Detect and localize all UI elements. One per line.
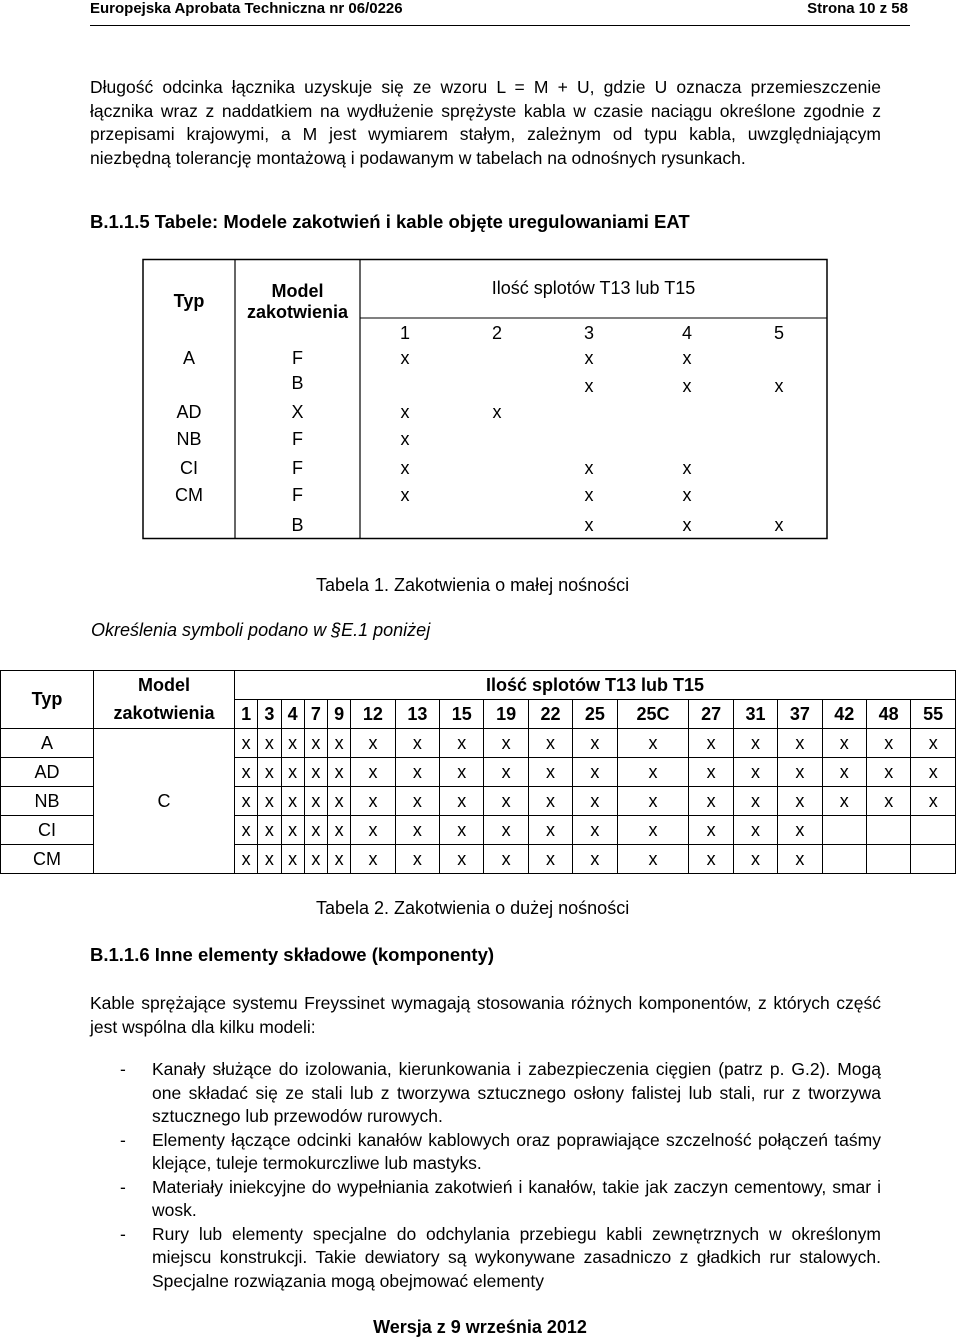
table-2-mark: x bbox=[395, 816, 439, 845]
table-2-mark: x bbox=[440, 787, 484, 816]
section-heading-b116: B.1.1.6 Inne elementy składowe (komponenty) bbox=[90, 944, 495, 965]
table-2-mark: x bbox=[304, 816, 327, 845]
table-1-mark: x bbox=[400, 429, 410, 449]
table-2-mark: x bbox=[528, 729, 572, 758]
table-2-mark bbox=[911, 816, 956, 845]
table-2-mark: x bbox=[778, 729, 822, 758]
table-2-mark: x bbox=[258, 816, 281, 845]
table-2-mark: x bbox=[573, 729, 617, 758]
table-1-strand-count: 5 bbox=[773, 323, 784, 343]
table-2-mark bbox=[822, 816, 866, 845]
table-2-mark: x bbox=[281, 845, 304, 874]
list-dash: - bbox=[120, 1176, 126, 1197]
table-1-col-typ: Typ bbox=[173, 291, 205, 311]
table-2-mark: x bbox=[528, 845, 572, 874]
table-2-strand-count: 55 bbox=[911, 700, 956, 729]
table-2-mark: x bbox=[778, 758, 822, 787]
table-2-caption: Tabela 2. Zakotwienia o dużej nośności bbox=[316, 898, 630, 918]
table-1-mark: x bbox=[492, 402, 502, 422]
table-2-strand-count: 27 bbox=[689, 700, 733, 729]
table-2-mark: x bbox=[617, 758, 689, 787]
footer-version: Wersja z 9 września 2012 bbox=[373, 1317, 587, 1337]
table-2-strand-count: 25C bbox=[617, 700, 689, 729]
table-2-mark: x bbox=[258, 845, 281, 874]
table-2-mark: x bbox=[440, 845, 484, 874]
table-2-mark: x bbox=[440, 758, 484, 787]
components-list-wrap bbox=[90, 1058, 881, 1293]
list-item-text: Materiały iniekcyjne do wypełniania zakotwień i kanałów, takie jak zaczyn cementowy, smar i wosk. bbox=[152, 1176, 881, 1220]
list-dash: - bbox=[120, 1059, 126, 1079]
table-1-model: F bbox=[292, 429, 303, 449]
table-1-model: B bbox=[291, 515, 304, 535]
table-2-col-model-line2: zakotwienia bbox=[94, 700, 235, 729]
table-2-mark: x bbox=[235, 758, 258, 787]
table-1-col-model-line1: Model bbox=[271, 281, 324, 301]
table-2-strand-count: 12 bbox=[351, 700, 395, 729]
list-dash: - bbox=[120, 1129, 126, 1150]
list-dash: - bbox=[120, 1223, 126, 1244]
table-2-mark bbox=[867, 845, 911, 874]
table-2-mark: x bbox=[528, 758, 572, 787]
table-2-mark: x bbox=[778, 816, 822, 845]
table-1-caption: Tabela 1. Zakotwienia o małej nośności bbox=[316, 575, 630, 595]
table-2-mark: x bbox=[778, 787, 822, 816]
table-1-typ: CM bbox=[175, 485, 203, 505]
table-1-col-strands: Ilość splotów T13 lub T15 bbox=[491, 278, 696, 298]
table-1-mark: x bbox=[682, 458, 692, 478]
intro-paragraph: Długość odcinka łącznika uzyskuje się ze wzoru L = M + U, gdzie U oznacza przemieszczenie łącznika wraz z naddatkiem na wydłużenie sprężyste kabla w czasie naciągu określone zgodnie z przepisami krajowymi, a M jest wymiarem stałym, zależnym od typu kabla, uwzględniającym niezbędną tolerancję montażową i podawanym w tabelach na odnośnych rysunkach. bbox=[90, 77, 881, 168]
table-1-model: F bbox=[292, 458, 303, 478]
table-2-mark: x bbox=[328, 845, 351, 874]
table-2-mark: x bbox=[617, 787, 689, 816]
table-2-typ: CM bbox=[1, 845, 94, 874]
table-2-mark: x bbox=[235, 816, 258, 845]
table-1-mark: x bbox=[682, 485, 692, 505]
table-2-col-typ: Typ bbox=[1, 671, 94, 729]
table-2-mark: x bbox=[304, 787, 327, 816]
table-1-mark: x bbox=[682, 348, 692, 368]
table-2-strand-count: 22 bbox=[528, 700, 572, 729]
table-2-mark: x bbox=[440, 729, 484, 758]
table-2-mark: x bbox=[304, 729, 327, 758]
table-2-strand-count: 31 bbox=[733, 700, 777, 729]
components-intro: Kable sprężające systemu Freyssinet wymagają stosowania różnych komponentów, z których część jest wspólna dla kilku modeli: bbox=[90, 993, 881, 1037]
table-2-mark: x bbox=[733, 787, 777, 816]
table-1-strand-count: 4 bbox=[681, 323, 692, 343]
table-1-mark: x bbox=[682, 515, 692, 535]
table-2-mark: x bbox=[395, 845, 439, 874]
table-2-mark: x bbox=[395, 758, 439, 787]
table-1-mark: x bbox=[400, 402, 410, 422]
symbols-note: Określenia symboli podano w §E.1 poniżej bbox=[91, 620, 431, 640]
table-2-mark: x bbox=[328, 816, 351, 845]
table-row bbox=[1, 729, 956, 758]
table-1-typ: CI bbox=[180, 458, 198, 478]
table-2-strand-count: 9 bbox=[328, 700, 351, 729]
table-2-mark: x bbox=[733, 845, 777, 874]
table-2-mark: x bbox=[573, 758, 617, 787]
table-2-mark: x bbox=[911, 758, 956, 787]
table-2-mark: x bbox=[258, 729, 281, 758]
list-item bbox=[90, 1058, 881, 1129]
table-2-mark: x bbox=[822, 729, 866, 758]
table-2-mark: x bbox=[733, 816, 777, 845]
table-2-col-strands: Ilość splotów T13 lub T15 bbox=[235, 671, 956, 700]
table-2-mark: x bbox=[484, 787, 528, 816]
table-1-model: F bbox=[292, 485, 303, 505]
list-item bbox=[90, 1176, 881, 1223]
table-2-mark: x bbox=[822, 758, 866, 787]
table-1-model: B bbox=[291, 373, 304, 393]
table-2-mark: x bbox=[395, 787, 439, 816]
table-2-mark: x bbox=[778, 845, 822, 874]
table-2-strand-count: 37 bbox=[778, 700, 822, 729]
page-number: Strona 10 z 58 bbox=[807, 0, 908, 17]
table-2-strand-count: 19 bbox=[484, 700, 528, 729]
table-2-mark: x bbox=[235, 845, 258, 874]
list-item-text: Rury lub elementy specjalne do odchylania przebiegu kabli zewnętrznych w określonym miejscu konstrukcji. Takie dewiatory są wykonywane zasadniczo z gładkich rur stalowych. Specjalne rozwiązania mogą obejmować elementy bbox=[152, 1223, 881, 1291]
table-2-mark: x bbox=[281, 787, 304, 816]
table-2-mark: x bbox=[281, 816, 304, 845]
table-2-mark: x bbox=[689, 758, 733, 787]
table-2-mark: x bbox=[351, 758, 395, 787]
table-2-strand-count: 48 bbox=[867, 700, 911, 729]
list-item bbox=[90, 1129, 881, 1176]
table-2-model: C bbox=[94, 729, 235, 874]
table-2-mark: x bbox=[867, 758, 911, 787]
table-2-mark: x bbox=[822, 787, 866, 816]
table-2-strand-count: 7 bbox=[304, 700, 327, 729]
table-2-mark: x bbox=[281, 729, 304, 758]
table-2-mark: x bbox=[328, 758, 351, 787]
table-2-mark bbox=[911, 845, 956, 874]
table-1-mark: x bbox=[682, 376, 692, 396]
table-1-mark: x bbox=[584, 458, 594, 478]
table-2-mark: x bbox=[528, 787, 572, 816]
table-2-mark: x bbox=[867, 729, 911, 758]
table-2-mark: x bbox=[258, 787, 281, 816]
table-2-mark: x bbox=[573, 787, 617, 816]
table-2-mark: x bbox=[328, 729, 351, 758]
components-list bbox=[90, 1058, 881, 1293]
table-2-mark: x bbox=[351, 729, 395, 758]
table-2-typ: NB bbox=[1, 787, 94, 816]
table-2-strand-count: 4 bbox=[281, 700, 304, 729]
table-2-mark: x bbox=[573, 845, 617, 874]
table-2-header-row bbox=[1, 671, 956, 700]
table-2-mark: x bbox=[395, 729, 439, 758]
table-2-mark: x bbox=[617, 816, 689, 845]
table-2-mark bbox=[867, 816, 911, 845]
table-2-strand-count: 3 bbox=[258, 700, 281, 729]
table-1-mark: x bbox=[584, 376, 594, 396]
table-2-mark: x bbox=[328, 787, 351, 816]
table-2-typ: AD bbox=[1, 758, 94, 787]
table-2-typ: A bbox=[1, 729, 94, 758]
table-2-mark: x bbox=[484, 729, 528, 758]
table-1-model: F bbox=[292, 348, 303, 368]
table-2-mark: x bbox=[235, 787, 258, 816]
table-1-mark: x bbox=[774, 376, 784, 396]
table-2-mark: x bbox=[617, 729, 689, 758]
table-1-mark: x bbox=[400, 485, 410, 505]
table-2-mark: x bbox=[351, 787, 395, 816]
table-1-model: X bbox=[291, 402, 304, 422]
table-1-typ: NB bbox=[176, 429, 202, 449]
table-1-mark: x bbox=[774, 515, 784, 535]
table-2-mark: x bbox=[733, 758, 777, 787]
table-2-mark: x bbox=[911, 787, 956, 816]
table-2-mark: x bbox=[258, 758, 281, 787]
table-2-mark: x bbox=[867, 787, 911, 816]
table-2 bbox=[0, 670, 956, 874]
table-2-strand-count: 25 bbox=[573, 700, 617, 729]
table-1-typ: A bbox=[182, 348, 195, 368]
table-1-strand-count: 2 bbox=[491, 323, 502, 343]
table-2-mark: x bbox=[573, 816, 617, 845]
table-2-mark: x bbox=[484, 816, 528, 845]
table-2-col-model-line1: Model bbox=[94, 671, 235, 700]
table-1-mark: x bbox=[400, 348, 410, 368]
list-item-text: Elementy łączące odcinki kanałów kablowych oraz poprawiające szczelność połączeń taśmy klejące, tuleje termokurczliwe lub mastyks. bbox=[152, 1129, 881, 1173]
table-2-mark: x bbox=[689, 845, 733, 874]
table-2-mark: x bbox=[484, 758, 528, 787]
table-2-mark: x bbox=[689, 787, 733, 816]
table-2-mark: x bbox=[733, 729, 777, 758]
table-2-strand-count: 1 bbox=[235, 700, 258, 729]
table-1-strand-count: 3 bbox=[583, 323, 594, 343]
table-1-col-model-line2: zakotwienia bbox=[246, 302, 349, 322]
table-2-strand-count: 42 bbox=[822, 700, 866, 729]
table-2-mark: x bbox=[304, 845, 327, 874]
section-heading-b115: B.1.1.5 Tabele: Modele zakotwień i kable objęte uregulowaniami EAT bbox=[90, 211, 690, 232]
table-2-mark: x bbox=[351, 845, 395, 874]
table-2-mark: x bbox=[235, 729, 258, 758]
table-2-mark: x bbox=[689, 816, 733, 845]
table-2-mark: x bbox=[351, 816, 395, 845]
table-2-mark: x bbox=[617, 845, 689, 874]
table-2-mark: x bbox=[440, 816, 484, 845]
table-2-mark: x bbox=[689, 729, 733, 758]
table-1-mark: x bbox=[584, 485, 594, 505]
list-item-text: Kanały służące do izolowania, kierunkowania i zabezpieczenia cięgien (patrz p. G.2). Mogą one składać się ze stali lub z tworzywa sztucznego osłony falistej lub stali, rur z tworzywa sztucznego lub przewodów rurowych. bbox=[152, 1059, 881, 1126]
table-1-mark: x bbox=[400, 458, 410, 478]
table-2-strand-count: 15 bbox=[440, 700, 484, 729]
table-2-header-row bbox=[1, 700, 956, 729]
table-1-mark: x bbox=[584, 348, 594, 368]
table-2-mark: x bbox=[484, 845, 528, 874]
table-2-mark: x bbox=[304, 758, 327, 787]
table-1-mark: x bbox=[584, 515, 594, 535]
header-title: Europejska Aprobata Techniczna nr 06/0226 bbox=[90, 0, 403, 17]
table-2-typ: CI bbox=[1, 816, 94, 845]
table-2-strand-count: 13 bbox=[395, 700, 439, 729]
table-1-strand-count: 1 bbox=[399, 323, 410, 343]
table-2-mark bbox=[822, 845, 866, 874]
table-1-typ: AD bbox=[176, 402, 202, 422]
table-2-mark: x bbox=[281, 758, 304, 787]
table-1 bbox=[0, 0, 960, 600]
table-2-mark: x bbox=[528, 816, 572, 845]
list-item bbox=[90, 1223, 881, 1294]
table-2-mark: x bbox=[911, 729, 956, 758]
